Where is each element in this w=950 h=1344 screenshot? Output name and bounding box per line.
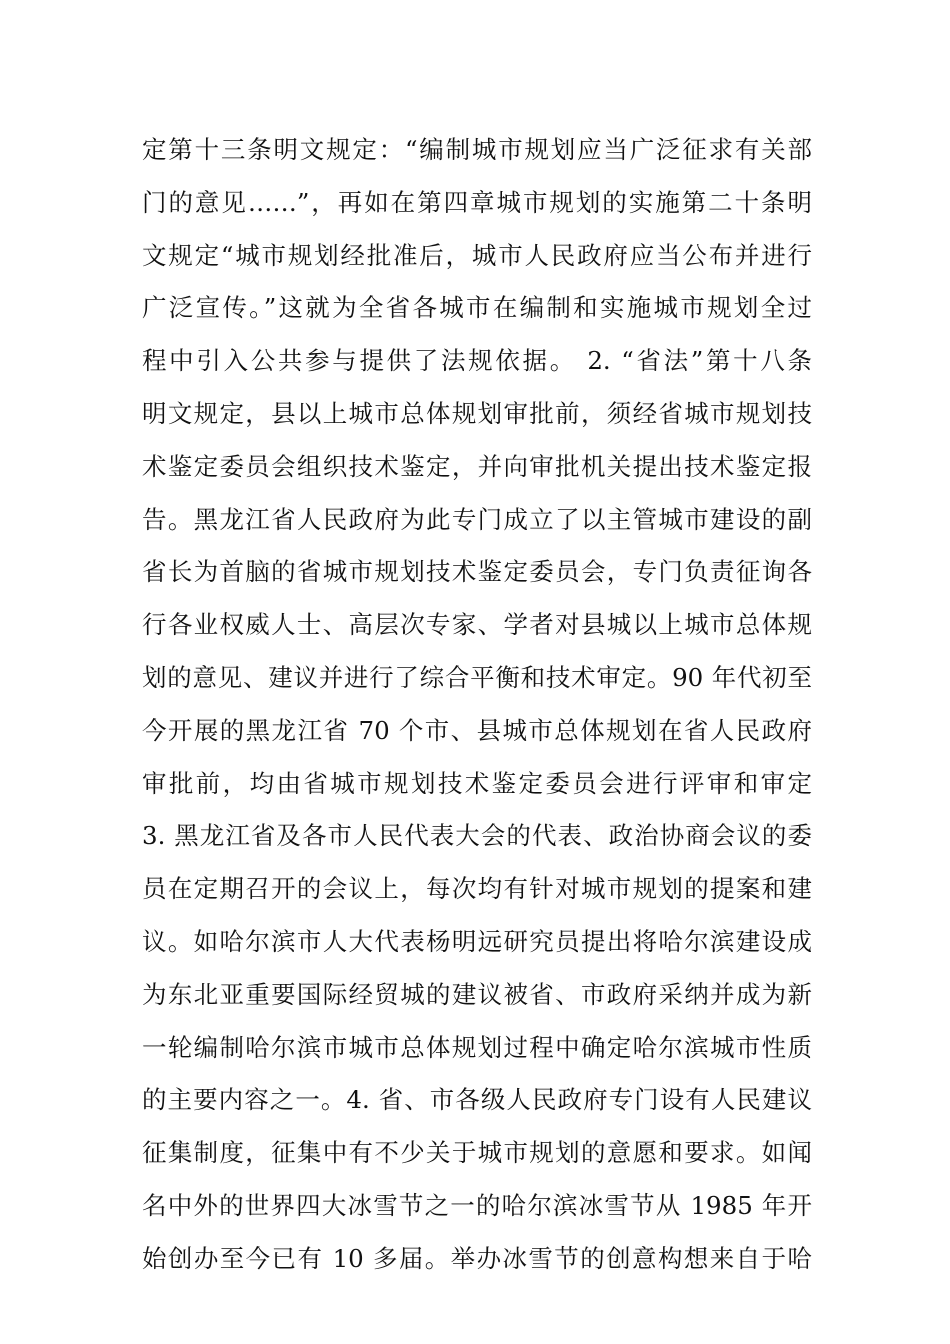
text-line-9: 省长为首脑的省城市规划技术鉴定委员会，专门负责征询各 (142, 557, 812, 587)
text-line-11: 划的意见、建议并进行了综合平衡和技术审定。90 年代初至 (142, 662, 812, 692)
body-text (142, 124, 812, 1286)
text-line-18: 一轮编制哈尔滨市城市总体规划过程中确定哈尔滨城市性质 (142, 1032, 812, 1062)
text-line-2: 门的意见……”，再如在第四章城市规划的实施第二十条明 (142, 187, 812, 217)
text-line-16: 议。如哈尔滨市人大代表杨明远研究员提出将哈尔滨建设成 (142, 926, 812, 956)
text-line-12: 今开展的黑龙江省 70 个市、县城市总体规划在省人民政府 (142, 715, 812, 745)
text-line-20: 征集制度，征集中有不少关于城市规划的意愿和要求。如闻 (142, 1138, 812, 1168)
text-line-1: 定第十三条明文规定：“编制城市规划应当广泛征求有关部 (142, 135, 812, 164)
text-line-17: 为东北亚重要国际经贸城的建议被省、市政府采纳并成为新 (142, 979, 812, 1009)
text-line-7: 术鉴定委员会组织技术鉴定，并向审批机关提出技术鉴定报 (142, 451, 812, 481)
text-line-15: 员在定期召开的会议上，每次均有针对城市规划的提案和建 (142, 874, 812, 904)
text-line-14: 3. 黑龙江省及各市人民代表大会的代表、政治协商会议的委 (142, 821, 812, 851)
text-line-5: 程中引入公共参与提供了法规依据。 2. “省法”第十八条 (142, 346, 812, 376)
text-line-6: 明文规定，县以上城市总体规划审批前，须经省城市规划技 (142, 398, 812, 428)
text-line-13: 审批前，均由省城市规划技术鉴定委员会进行评审和审定 (142, 768, 812, 798)
text-line-21: 名中外的世界四大冰雪节之一的哈尔滨冰雪节从 1985 年开 (142, 1190, 812, 1220)
text-line-3: 文规定“城市规划经批准后，城市人民政府应当公布并进行 (142, 240, 812, 270)
text-line-10: 行各业权威人士、高层次专家、学者对县城以上城市总体规 (142, 610, 812, 640)
text-line-19: 的主要内容之一。4. 省、市各级人民政府专门设有人民建议 (142, 1085, 812, 1115)
text-line-22: 始创办至今已有 10 多届。举办冰雪节的创意构想来自于哈 (142, 1243, 812, 1273)
text-line-4: 广泛宣传。”这就为全省各城市在编制和实施城市规划全过 (142, 293, 812, 323)
text-line-8: 告。黑龙江省人民政府为此专门成立了以主管城市建设的副 (142, 504, 812, 534)
